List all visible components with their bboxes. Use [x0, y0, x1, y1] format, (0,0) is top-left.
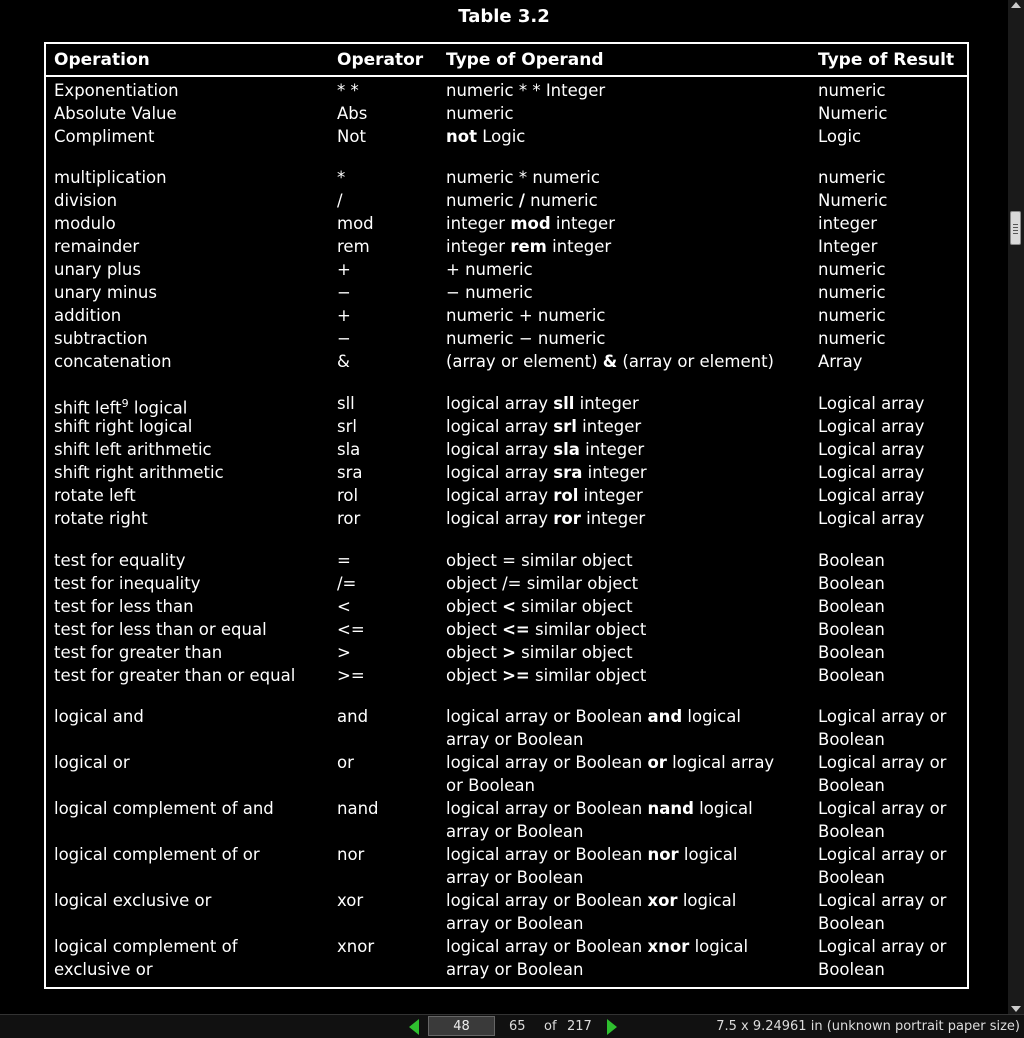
operator-cell: =	[337, 551, 351, 570]
result-text-line2: Boolean	[818, 868, 885, 887]
operand-cell	[446, 235, 611, 258]
result-text: Integer	[818, 237, 878, 256]
operand-text: logical	[678, 845, 738, 864]
grip-line	[1013, 233, 1018, 234]
operation-cell	[54, 258, 141, 281]
operand-text: − numeric	[446, 283, 533, 302]
result-cell	[818, 102, 887, 125]
result-cell	[818, 641, 885, 664]
footnote-marker: 9	[121, 397, 129, 410]
operator-cell: xnor	[337, 937, 375, 956]
result-cell	[818, 889, 946, 935]
operand-text: similar object	[515, 643, 633, 662]
operation-text: Absolute Value	[54, 104, 177, 123]
operand-cell	[446, 327, 605, 350]
operation-text: rotate right	[54, 509, 148, 528]
operand-text: logical	[689, 937, 749, 956]
result-text: Boolean	[818, 574, 885, 593]
operand-text: object	[446, 620, 503, 639]
operand-cell	[446, 392, 639, 415]
result-cell	[818, 461, 924, 484]
operand-text: integer	[546, 237, 612, 256]
operand-text: integer	[446, 214, 511, 233]
operation-text: division	[54, 191, 118, 210]
result-cell	[818, 751, 946, 797]
result-text: Logical array or	[818, 937, 947, 956]
operation-text: addition	[54, 306, 122, 325]
operator-cell: rol	[337, 486, 359, 505]
result-text: Numeric	[818, 191, 888, 210]
operation-cell	[54, 189, 117, 212]
operator-cell: −	[337, 329, 351, 348]
result-cell	[818, 125, 861, 148]
operator-cell: sll	[337, 394, 355, 413]
operand-keyword: nor	[647, 845, 679, 864]
result-text: numeric	[818, 283, 886, 302]
operation-cell	[54, 572, 201, 595]
operation-text: test for equality	[54, 551, 186, 570]
operator-cell: nor	[337, 845, 365, 864]
operand-cell	[446, 350, 774, 373]
operand-text: logical array	[446, 394, 554, 413]
operand-cell	[446, 664, 646, 687]
operator-cell: * *	[337, 81, 359, 100]
operand-text: (array or element)	[446, 352, 603, 371]
operand-cell	[446, 572, 638, 595]
result-cell	[818, 484, 924, 507]
result-text: Boolean	[818, 597, 885, 616]
operation-text: unary plus	[54, 260, 141, 279]
operand-text: logical array or Boolean	[446, 707, 648, 726]
table-header-row	[46, 44, 967, 77]
result-cell	[818, 415, 924, 438]
result-cell	[818, 843, 946, 889]
operation-text: test for inequality	[54, 574, 201, 593]
operation-text: logical and	[54, 707, 144, 726]
result-cell	[818, 258, 886, 281]
operand-cell	[446, 258, 533, 281]
operand-text: numeric + numeric	[446, 306, 606, 325]
operand-cell	[446, 281, 533, 304]
result-text: Logical array or	[818, 707, 947, 726]
result-text: Logical array	[818, 463, 925, 482]
result-text: Logical array	[818, 509, 925, 528]
result-text-line2: Boolean	[818, 776, 885, 795]
operand-text: logical	[682, 707, 741, 726]
result-text: Logic	[818, 127, 862, 146]
header-operation: Operation	[54, 50, 150, 70]
operand-keyword: >	[502, 643, 516, 662]
operation-cell	[54, 125, 154, 148]
operator-cell: nand	[337, 799, 379, 818]
operation-cell	[54, 751, 130, 774]
operand-text: logical array or Boolean	[446, 937, 648, 956]
operand-cell	[446, 189, 598, 212]
operand-text: numeric	[524, 191, 598, 210]
result-cell	[818, 304, 886, 327]
operation-text: test for greater than	[54, 643, 223, 662]
result-text: Logical array or	[818, 799, 947, 818]
result-text: Logical array	[818, 394, 925, 413]
operation-cell	[54, 889, 211, 912]
operand-text: logical array	[446, 463, 554, 482]
operand-text: object	[446, 597, 503, 616]
operand-cell	[446, 166, 600, 189]
operand-text-line2: or Boolean	[446, 776, 535, 795]
operation-cell	[54, 549, 185, 572]
result-text: numeric	[818, 81, 886, 100]
operand-text: numeric * * Integer	[446, 81, 606, 100]
operator-table	[44, 42, 969, 989]
operation-text: multiplication	[54, 168, 167, 187]
result-text-line2: Boolean	[818, 914, 885, 933]
operand-text: numeric	[446, 104, 514, 123]
operation-cell	[54, 438, 212, 461]
operator-cell: *	[337, 168, 346, 187]
operator-cell: mod	[337, 214, 374, 233]
operation-cell	[54, 484, 136, 507]
operand-cell	[446, 79, 605, 102]
operand-text-line2: array or Boolean	[446, 914, 584, 933]
previous-page-arrow-icon[interactable]	[409, 1019, 419, 1035]
operand-cell	[446, 705, 741, 751]
operand-text: integer	[576, 417, 642, 436]
operand-text: integer	[574, 394, 639, 413]
operator-cell: +	[337, 260, 351, 279]
result-text-line2: Boolean	[818, 822, 885, 841]
operation-text: modulo	[54, 214, 116, 233]
operation-text: shift right arithmetic	[54, 463, 224, 482]
operator-cell: Abs	[337, 104, 368, 123]
result-text: numeric	[818, 260, 886, 279]
result-text: numeric	[818, 306, 886, 325]
operand-text: integer	[579, 440, 645, 459]
operation-cell	[54, 79, 179, 102]
operand-cell	[446, 125, 525, 148]
operand-keyword: /	[518, 191, 525, 210]
operator-cell: <=	[337, 620, 365, 639]
operand-text: logical array or Boolean	[446, 753, 648, 772]
operation-text: concatenation	[54, 352, 172, 371]
operand-text: similar object	[529, 666, 647, 685]
operation-text: rotate left	[54, 486, 136, 505]
printed-page-label: 65	[509, 1019, 526, 1034]
operation-cell	[54, 102, 177, 125]
operation-cell	[54, 935, 238, 981]
vertical-scrollbar[interactable]	[1008, 0, 1024, 1014]
operand-cell	[446, 641, 633, 664]
result-text: Logical array or	[818, 845, 947, 864]
operand-keyword: sla	[553, 440, 580, 459]
result-cell	[818, 166, 886, 189]
result-cell	[818, 438, 924, 461]
operand-cell	[446, 797, 753, 843]
operand-cell	[446, 461, 647, 484]
operation-cell	[54, 843, 260, 866]
operand-text: object	[446, 666, 503, 685]
result-text: Logical array	[818, 486, 925, 505]
operand-keyword: or	[647, 753, 667, 772]
operator-cell: >	[337, 643, 351, 662]
result-cell	[818, 549, 885, 572]
result-cell	[818, 281, 886, 304]
operand-keyword: xor	[647, 891, 678, 910]
operand-keyword: ror	[553, 509, 581, 528]
operand-text: integer	[582, 463, 647, 482]
result-cell	[818, 79, 886, 102]
result-cell	[818, 618, 885, 641]
operand-text-line2: array or Boolean	[446, 822, 584, 841]
operand-text-line2: array or Boolean	[446, 868, 584, 887]
result-text: numeric	[818, 168, 886, 187]
operand-text: logical array	[446, 440, 554, 459]
next-page-arrow-icon[interactable]	[607, 1019, 617, 1035]
result-cell	[818, 797, 946, 843]
operation-text: remainder	[54, 237, 140, 256]
header-type-of-operand: Type of Operand	[446, 50, 604, 70]
operand-keyword: and	[647, 707, 683, 726]
page-number-input[interactable]	[428, 1016, 495, 1036]
result-text: Array	[818, 352, 863, 371]
result-text: Logical array or	[818, 891, 947, 910]
operand-keyword: nand	[647, 799, 694, 818]
operator-cell: rem	[337, 237, 370, 256]
operand-cell	[446, 843, 737, 889]
operation-cell	[54, 304, 121, 327]
operand-keyword: sll	[553, 394, 575, 413]
operation-cell	[54, 797, 274, 820]
result-text: Logical array or	[818, 753, 947, 772]
operation-text: test for less than or equal	[54, 620, 267, 639]
operator-cell: and	[337, 707, 369, 726]
operand-text: numeric − numeric	[446, 329, 606, 348]
result-text: Logical array	[818, 417, 925, 436]
operand-text: logical array or Boolean	[446, 891, 648, 910]
operand-cell	[446, 415, 641, 438]
scroll-up-arrow-icon[interactable]	[1011, 2, 1021, 8]
result-text: numeric	[818, 329, 886, 348]
operator-cell: −	[337, 283, 351, 302]
operand-text: numeric * numeric	[446, 168, 600, 187]
operation-text: subtraction	[54, 329, 148, 348]
operand-text: object = similar object	[446, 551, 633, 570]
operator-cell: /=	[337, 574, 357, 593]
grip-line	[1013, 227, 1018, 228]
operation-text: logical complement of	[54, 937, 238, 956]
result-text: Boolean	[818, 551, 885, 570]
operand-text-line2: array or Boolean	[446, 730, 584, 749]
result-text: Boolean	[818, 643, 885, 662]
operand-text: similar object	[515, 597, 633, 616]
scrollbar-thumb[interactable]	[1010, 211, 1021, 245]
result-text: Logical array	[818, 440, 925, 459]
result-cell	[818, 327, 886, 350]
operand-text: integer	[550, 214, 615, 233]
operand-text: logical array or Boolean	[446, 799, 648, 818]
operation-cell	[54, 212, 116, 235]
result-cell	[818, 664, 885, 687]
operation-cell	[54, 705, 144, 728]
operand-text: logical array	[446, 509, 554, 528]
header-type-of-result: Type of Result	[818, 50, 955, 70]
result-text-line2: Boolean	[818, 960, 885, 979]
result-cell	[818, 705, 946, 751]
result-cell	[818, 189, 887, 212]
operation-text: shift left arithmetic	[54, 440, 212, 459]
operation-text-line2: exclusive or	[54, 960, 153, 979]
operation-cell	[54, 595, 194, 618]
result-cell	[818, 595, 885, 618]
operand-cell	[446, 507, 645, 530]
operand-cell	[446, 438, 644, 461]
operator-cell: or	[337, 753, 354, 772]
operation-cell	[54, 281, 157, 304]
operand-text: (array or element)	[617, 352, 774, 371]
operand-text: logical array	[666, 753, 775, 772]
grip-line	[1013, 224, 1018, 225]
operand-text: logical array	[446, 486, 554, 505]
operand-text: object	[446, 643, 503, 662]
operator-cell: /	[337, 191, 343, 210]
operator-cell: xor	[337, 891, 364, 910]
table-title: Table 3.2	[458, 6, 550, 27]
operation-cell	[54, 166, 167, 189]
operand-keyword: not	[446, 127, 477, 146]
result-cell	[818, 935, 946, 981]
operation-text: test for greater than or equal	[54, 666, 296, 685]
operand-keyword: <=	[502, 620, 530, 639]
operation-cell	[54, 641, 222, 664]
operation-cell	[54, 235, 139, 258]
operand-keyword: rem	[510, 237, 547, 256]
operand-cell	[446, 595, 633, 618]
operand-cell	[446, 304, 605, 327]
operand-text: logical array or Boolean	[446, 845, 648, 864]
result-text-line2: Boolean	[818, 730, 885, 749]
operand-cell	[446, 889, 736, 935]
operand-text: logical array	[446, 417, 554, 436]
result-cell	[818, 507, 924, 530]
operator-cell: sla	[337, 440, 361, 459]
operator-cell: sra	[337, 463, 363, 482]
result-cell	[818, 235, 877, 258]
operation-cell	[54, 618, 267, 641]
operand-cell	[446, 212, 615, 235]
result-cell	[818, 572, 885, 595]
operand-text: + numeric	[446, 260, 533, 279]
operand-keyword: <	[502, 597, 516, 616]
operator-cell: ror	[337, 509, 361, 528]
operator-cell: Not	[337, 127, 366, 146]
operand-keyword: srl	[553, 417, 577, 436]
operand-text: integer	[446, 237, 511, 256]
operator-cell: +	[337, 306, 351, 325]
operand-keyword: mod	[510, 214, 551, 233]
operand-text: logical	[677, 891, 737, 910]
operand-text: Logic	[476, 127, 526, 146]
result-cell	[818, 212, 877, 235]
operand-text: similar object	[529, 620, 647, 639]
operand-keyword: rol	[553, 486, 579, 505]
operand-keyword: sra	[553, 463, 583, 482]
operator-cell: >=	[337, 666, 365, 685]
operation-cell	[54, 327, 148, 350]
operand-cell	[446, 102, 514, 125]
operation-text: shift left	[54, 398, 122, 418]
of-label: of	[544, 1019, 557, 1034]
operation-text: shift right logical	[54, 417, 193, 436]
scroll-down-arrow-icon[interactable]	[1011, 1006, 1021, 1012]
result-text: Boolean	[818, 620, 885, 639]
grip-line	[1013, 230, 1018, 231]
operand-text: integer	[578, 486, 643, 505]
operation-text: unary minus	[54, 283, 157, 302]
operation-text: logical exclusive or	[54, 891, 212, 910]
result-text: Numeric	[818, 104, 888, 123]
operation-cell	[54, 507, 148, 530]
result-text: integer	[818, 214, 878, 233]
operand-text: logical	[693, 799, 753, 818]
operation-cell	[54, 350, 172, 373]
paper-size-label: 7.5 x 9.24961 in (unknown portrait paper size)	[716, 1019, 1020, 1034]
operator-cell: &	[337, 352, 350, 371]
operation-text: logical complement of or	[54, 845, 260, 864]
total-pages-label: 217	[567, 1019, 592, 1034]
operand-keyword: xnor	[647, 937, 690, 956]
status-bar	[0, 1014, 1024, 1038]
operand-text: integer	[580, 509, 646, 528]
operation-cell	[54, 461, 224, 484]
operation-cell	[54, 415, 192, 438]
operator-cell: srl	[337, 417, 357, 436]
operand-keyword: >=	[502, 666, 530, 685]
operand-cell	[446, 549, 633, 572]
operand-cell	[446, 935, 748, 981]
operand-text: numeric	[446, 191, 519, 210]
operand-keyword: &	[602, 352, 618, 371]
header-operator: Operator	[337, 50, 424, 70]
result-cell	[818, 392, 924, 415]
result-cell	[818, 350, 862, 373]
operation-text: Compliment	[54, 127, 155, 146]
operation-text: Exponentiation	[54, 81, 179, 100]
operand-cell	[446, 618, 646, 641]
operation-text: logical	[128, 398, 188, 418]
operation-cell	[54, 664, 295, 687]
operation-text: logical or	[54, 753, 130, 772]
operand-text: object /= similar object	[446, 574, 639, 593]
result-text: Boolean	[818, 666, 885, 685]
operation-text: logical complement of and	[54, 799, 274, 818]
operand-text-line2: array or Boolean	[446, 960, 584, 979]
operand-cell	[446, 751, 774, 797]
operator-cell: <	[337, 597, 351, 616]
operation-text: test for less than	[54, 597, 194, 616]
operand-cell	[446, 484, 643, 507]
